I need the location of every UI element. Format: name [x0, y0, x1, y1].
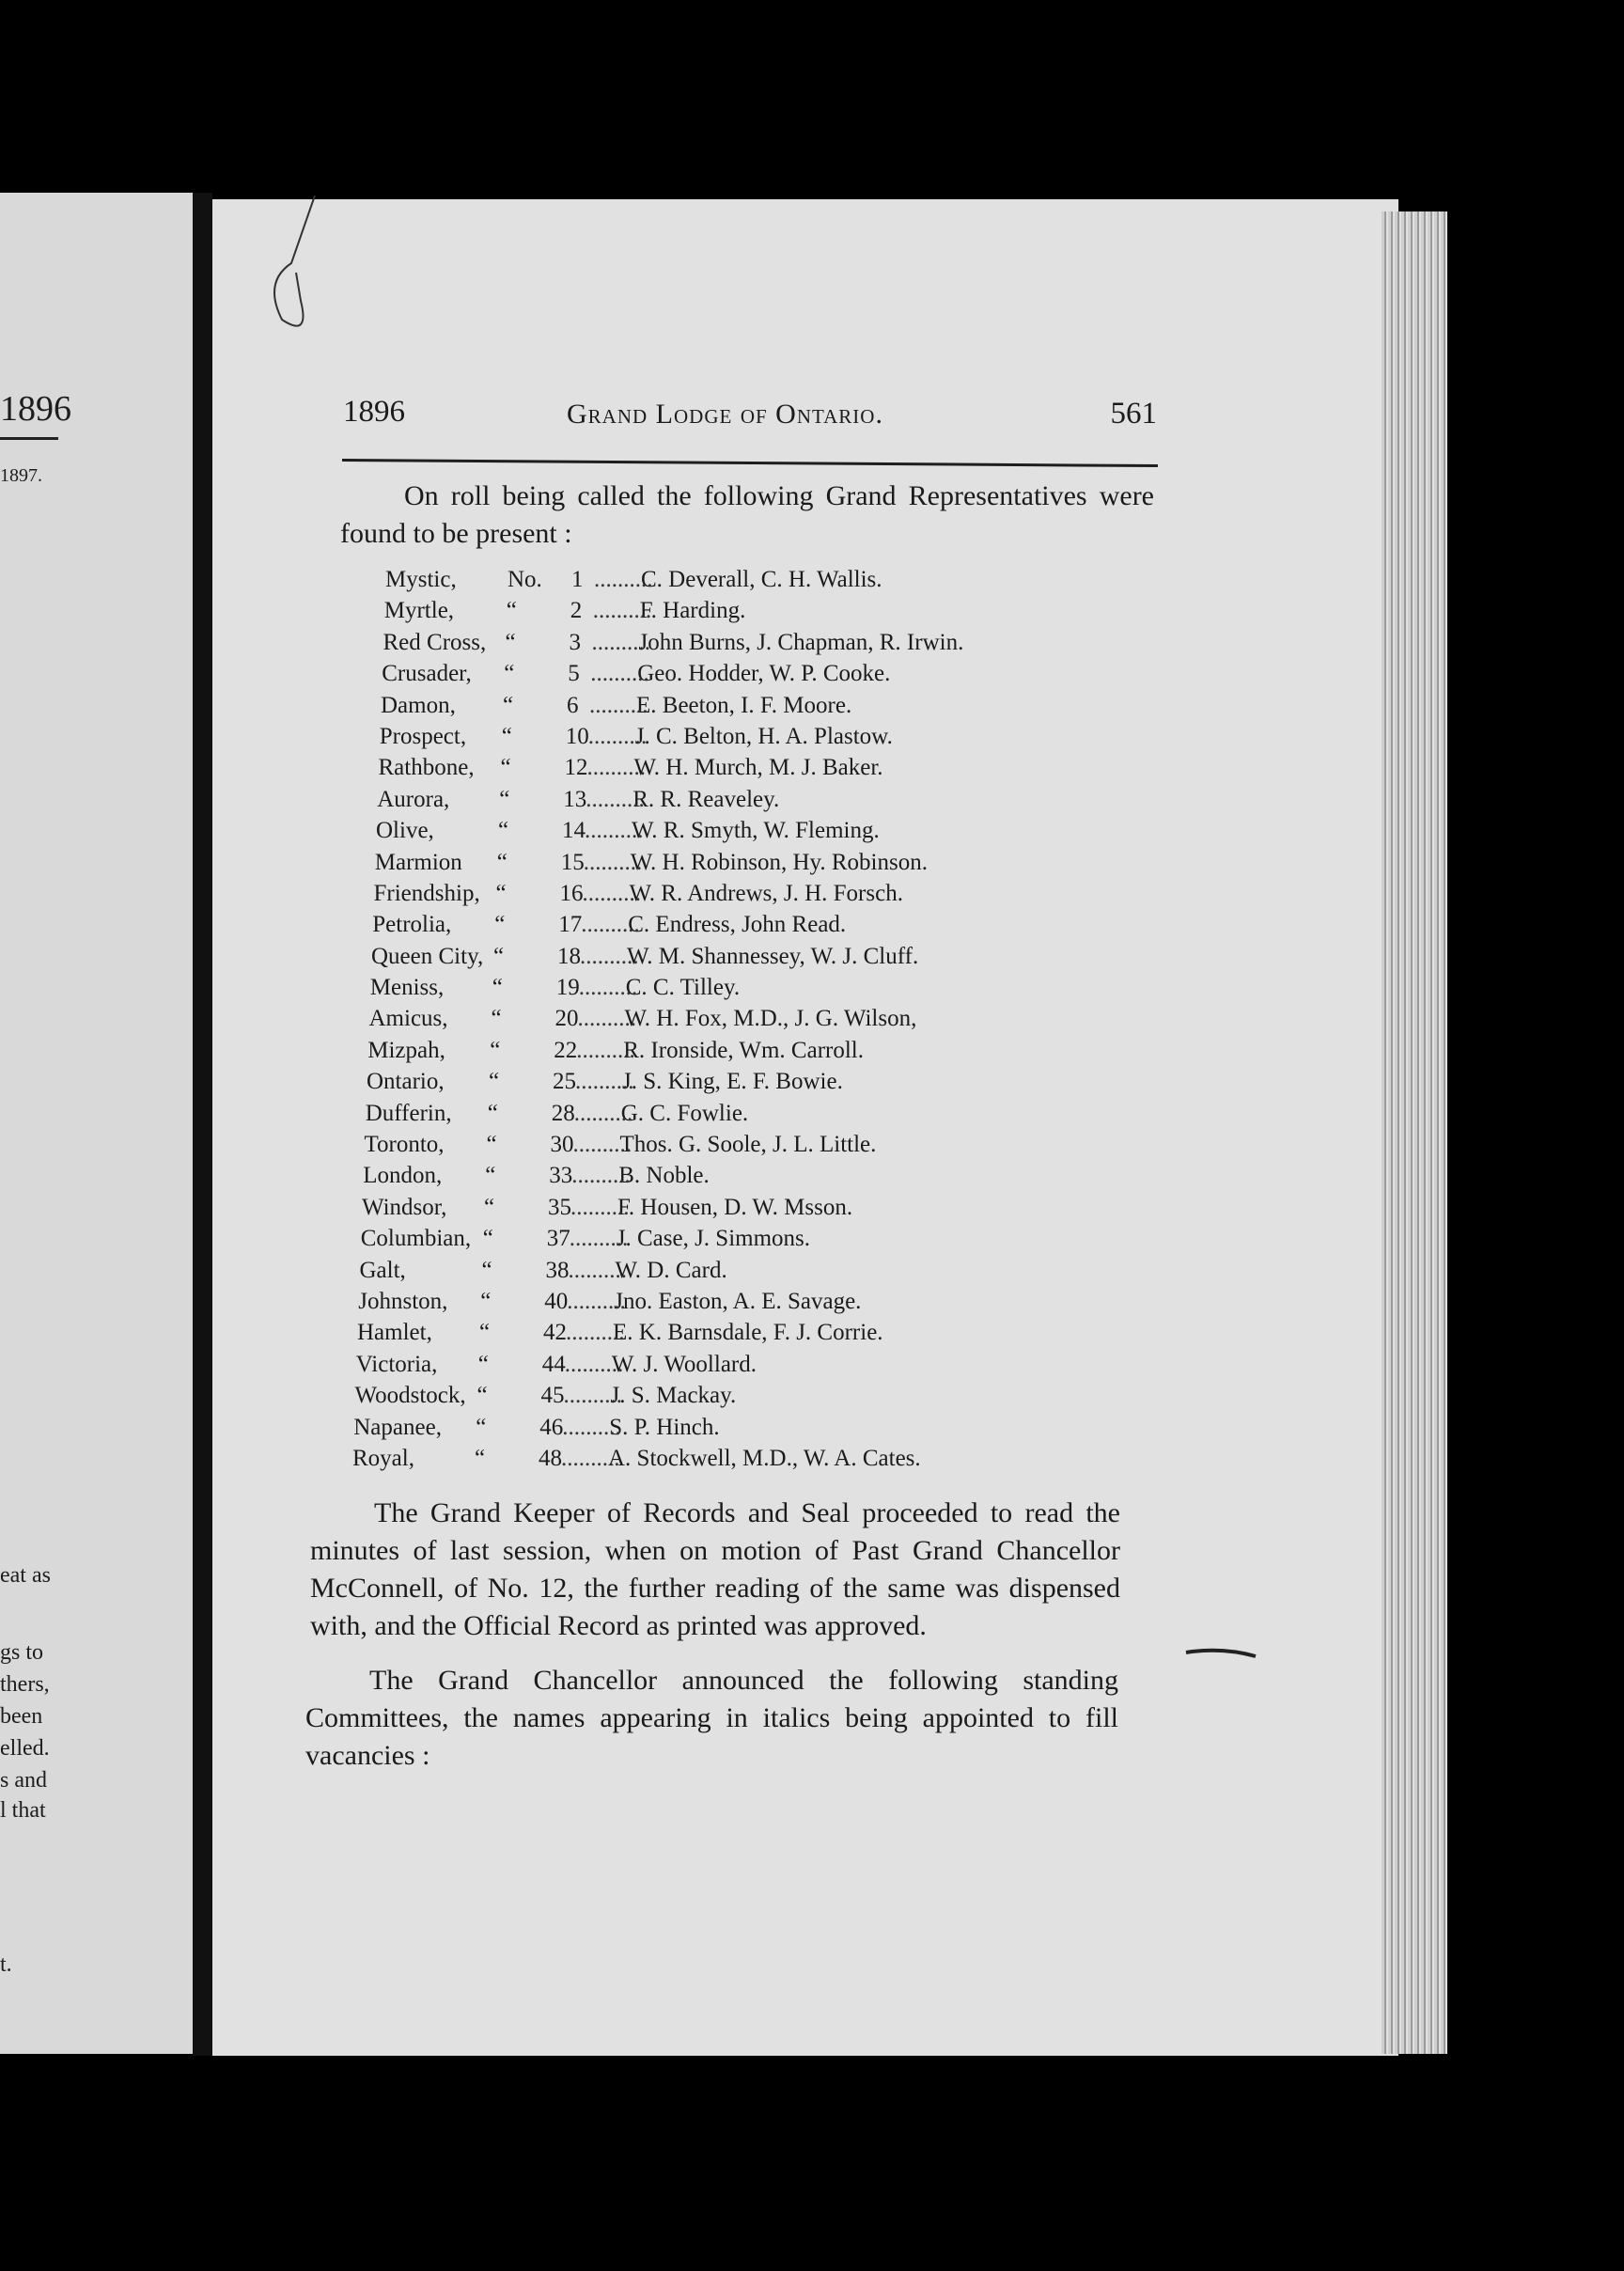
- roll-row: [357, 564, 1109, 595]
- lodge-number: 12: [564, 755, 588, 781]
- lodge-name: Windsor,: [362, 1194, 447, 1220]
- representatives: Thos. G. Soole, J. L. Little.: [619, 1132, 877, 1158]
- header-title: Grand Lodge of Ontario.: [567, 399, 883, 430]
- lodge-number: 17: [558, 912, 583, 938]
- representatives: E. Beeton, I. F. Moore.: [636, 692, 852, 718]
- lodge-no-label: “: [494, 912, 506, 938]
- roll-row: [336, 1129, 1088, 1160]
- lodge-name: Mizpah,: [367, 1037, 445, 1063]
- representatives: Jno. Easton, A. E. Savage.: [614, 1288, 862, 1314]
- lodge-name: Marmion: [374, 849, 462, 875]
- lodge-number: 37: [546, 1226, 570, 1252]
- roll-row: [327, 1380, 1079, 1411]
- lodge-name: Victoria,: [355, 1351, 438, 1377]
- lodge-no-label: “: [495, 880, 507, 906]
- running-header: [343, 395, 1157, 442]
- leader-dots: ..........: [576, 1037, 635, 1063]
- lodge-number: 28: [551, 1100, 575, 1126]
- leader-dots: ..........: [566, 1320, 625, 1346]
- lodge-no-label: “: [487, 1100, 498, 1126]
- lodge-no-label: “: [476, 1383, 488, 1409]
- page-number: 561: [1110, 397, 1157, 431]
- previous-page-rule: [0, 437, 58, 440]
- lodge-number: 46: [539, 1414, 564, 1440]
- leader-dots: ..........: [592, 598, 652, 624]
- representatives: J. S. Mackay.: [610, 1383, 737, 1409]
- lodge-number: 19: [555, 975, 580, 1001]
- lodge-name: Johnston,: [358, 1288, 448, 1314]
- lodge-number: 14: [562, 818, 586, 844]
- leader-dots: ..........: [567, 1288, 626, 1314]
- lodge-no-label: “: [505, 629, 516, 655]
- leader-dots: ..........: [578, 975, 638, 1001]
- representatives: W. R. Smyth, W. Fleming.: [632, 818, 880, 844]
- roll-row: [330, 1286, 1082, 1317]
- previous-page-fragment: s and: [0, 1768, 47, 1793]
- leader-dots: ..........: [561, 1445, 620, 1471]
- representatives: F. Harding.: [639, 598, 746, 624]
- representatives: A. Stockwell, M.D., W. A. Cates.: [608, 1445, 921, 1471]
- lodge-no-label: “: [500, 755, 511, 781]
- leader-dots: ..........: [563, 1383, 622, 1409]
- representatives: W. R. Andrews, J. H. Forsch.: [629, 880, 903, 906]
- roll-row: [334, 1192, 1085, 1223]
- lodge-no-label: “: [496, 849, 508, 875]
- representatives: W. D. Card.: [615, 1257, 727, 1283]
- representatives: E. K. Barnsdale, F. J. Corrie.: [613, 1320, 883, 1346]
- records-paragraph: The Grand Keeper of Records and Seal proceeded to read the minutes of last session, when on motion of Past Grand Chancellor McConnell, of No. 12, the further reading of the same was dispensed with, and the Official Record as printed was approved.: [310, 1497, 1120, 1641]
- lodge-name: Olive,: [376, 818, 434, 844]
- leader-dots: ..........: [580, 943, 639, 969]
- representatives: C. Endress, John Read.: [628, 912, 847, 938]
- pencil-scribble: [244, 188, 367, 376]
- roll-row: [333, 1223, 1085, 1254]
- lodge-name: Mystic,: [385, 567, 457, 592]
- roll-row: [325, 1412, 1077, 1443]
- lodge-no-label: “: [490, 1037, 501, 1063]
- lodge-name: Petrolia,: [372, 912, 452, 938]
- representatives: C. Deverall, C. H. Wallis.: [641, 567, 882, 592]
- lodge-number: 45: [540, 1383, 565, 1409]
- lodge-name: Columbian,: [360, 1226, 472, 1252]
- lodge-no-label: “: [499, 786, 510, 812]
- previous-page-fragment: gs to: [0, 1640, 44, 1665]
- lodge-name: London,: [363, 1163, 443, 1189]
- committees-paragraph: The Grand Chancellor announced the following standing Committees, the names appearing in italics being appointed to fill vacancies :: [305, 1665, 1118, 1771]
- representatives: F. Housen, D. W. Msson.: [617, 1194, 853, 1220]
- roll-row: [324, 1443, 1076, 1474]
- roll-row: [348, 815, 1100, 846]
- roll-row: [351, 721, 1103, 752]
- leader-dots: ..........: [581, 912, 640, 938]
- roll-row: [352, 690, 1104, 721]
- intro-paragraph: On roll being called the following Grand Representatives were found to be present :: [340, 480, 1154, 549]
- lodge-no-label: “: [485, 1163, 496, 1189]
- lodge-number: 30: [550, 1132, 574, 1158]
- roll-row: [344, 909, 1096, 940]
- previous-page-year: 1896: [0, 389, 71, 429]
- lodge-name: Damon,: [381, 692, 456, 718]
- leader-dots: ..........: [582, 880, 641, 906]
- lodge-no-label: “: [479, 1320, 491, 1346]
- representatives: S. P. Hinch.: [609, 1414, 720, 1440]
- representatives: J. C. Belton, H. A. Plastow.: [634, 723, 893, 749]
- lodge-no-label: “: [486, 1132, 497, 1158]
- roll-row: [332, 1255, 1084, 1286]
- lodge-no-label: “: [480, 1288, 492, 1314]
- roll-row: [349, 784, 1101, 815]
- lodge-no-label: “: [503, 692, 514, 718]
- lodge-number: 38: [545, 1257, 570, 1283]
- lodge-no-label: “: [482, 1226, 493, 1252]
- leader-dots: ..........: [586, 755, 646, 781]
- representatives: W. H. Murch, M. J. Baker.: [633, 755, 883, 781]
- lodge-number: 6: [567, 692, 579, 718]
- representatives: W. J. Woollard.: [611, 1351, 757, 1377]
- lodge-name: Napanee,: [353, 1414, 442, 1440]
- lodge-number: 13: [563, 786, 587, 812]
- representatives: G. C. Fowlie.: [620, 1100, 749, 1126]
- roll-row: [338, 1066, 1090, 1097]
- lodge-name: Aurora,: [377, 786, 450, 812]
- lodge-name: Red Cross,: [383, 629, 487, 655]
- lodge-no-label: “: [498, 818, 509, 844]
- lodge-name: Prospect,: [379, 723, 467, 749]
- roll-row: [346, 878, 1098, 909]
- lodge-name: Myrtle,: [383, 598, 455, 624]
- lodge-number: 3: [569, 629, 581, 655]
- lodge-number: 22: [554, 1037, 578, 1063]
- previous-page-small-text: 1897.: [0, 465, 42, 486]
- lodge-number: 42: [543, 1320, 567, 1346]
- roll-row: [342, 972, 1094, 1003]
- leader-dots: ..........: [570, 1194, 630, 1220]
- lodge-no-label: “: [489, 1069, 500, 1095]
- roll-call-list: [352, 564, 1109, 1474]
- page-edges: [1382, 211, 1447, 2054]
- lodge-no-label: “: [475, 1445, 486, 1471]
- roll-row: [339, 1035, 1091, 1066]
- lodge-number: 16: [559, 880, 584, 906]
- leader-dots: ..........: [562, 1414, 621, 1440]
- previous-page-fragment: thers,: [0, 1672, 50, 1697]
- lodge-no-label: “: [506, 598, 517, 624]
- lodge-no-label: “: [504, 661, 515, 687]
- roll-row: [337, 1098, 1089, 1129]
- roll-row: [353, 658, 1105, 689]
- previous-page-fragment: elled.: [0, 1736, 50, 1761]
- previous-page-fragment: eat as: [0, 1563, 51, 1588]
- representatives: Geo. Hodder, W. P. Cooke.: [637, 661, 891, 687]
- leader-dots: ..........: [587, 723, 648, 749]
- lodge-no-label: No.: [508, 567, 542, 592]
- lodge-number: 18: [557, 943, 581, 969]
- leader-dots: ..........: [577, 1006, 636, 1032]
- leader-dots: ..........: [572, 1132, 632, 1158]
- lodge-name: Rathbone,: [378, 755, 475, 781]
- representatives: W. H. Robinson, Hy. Robinson.: [630, 849, 928, 875]
- lodge-no-label: “: [492, 975, 503, 1001]
- roll-row: [328, 1349, 1080, 1380]
- representatives: J. S. King, E. F. Bowie.: [622, 1069, 843, 1095]
- representatives: John Burns, J. Chapman, R. Irwin.: [638, 629, 964, 655]
- lodge-name: Queen City,: [371, 943, 484, 969]
- leader-dots: ..........: [568, 1257, 627, 1283]
- lodge-no-label: “: [493, 943, 505, 969]
- lodge-number: 35: [548, 1194, 571, 1220]
- lodge-number: 10: [565, 723, 589, 749]
- lodge-no-label: “: [484, 1194, 495, 1220]
- leader-dots: ..........: [594, 567, 653, 592]
- lodge-number: 20: [554, 1006, 579, 1032]
- leader-dots: ..........: [590, 661, 649, 687]
- leader-dots: ..........: [585, 818, 644, 844]
- lodge-name: Ontario,: [367, 1069, 445, 1095]
- lodge-no-label: “: [477, 1351, 489, 1377]
- lodge-name: Toronto,: [364, 1132, 445, 1158]
- representatives: C. C. Tilley.: [625, 975, 741, 1001]
- leader-dots: ..........: [591, 629, 650, 655]
- lodge-name: Royal,: [352, 1445, 414, 1471]
- leader-dots: ..........: [571, 1163, 631, 1189]
- lodge-no-label: “: [476, 1414, 487, 1440]
- roll-row: [356, 595, 1108, 626]
- leader-dots: ..........: [573, 1100, 633, 1126]
- ink-mark: [1184, 1645, 1259, 1664]
- representatives: J. Case, J. Simmons.: [616, 1226, 811, 1252]
- leader-dots: ..........: [569, 1226, 629, 1252]
- lodge-number: 33: [549, 1163, 573, 1189]
- leader-dots: ..........: [575, 1069, 634, 1095]
- lodge-number: 2: [570, 598, 583, 624]
- roll-row: [329, 1317, 1081, 1348]
- roll-row: [335, 1160, 1086, 1191]
- lodge-number: 25: [553, 1069, 576, 1095]
- previous-page-fragment: l that: [0, 1798, 46, 1823]
- lodge-number: 48: [539, 1445, 562, 1471]
- roll-row: [355, 627, 1107, 658]
- lodge-number: 5: [568, 661, 580, 687]
- lodge-name: Woodstock,: [354, 1383, 466, 1409]
- roll-row: [343, 941, 1095, 972]
- lodge-name: Hamlet,: [357, 1320, 432, 1346]
- roll-row: [347, 847, 1099, 878]
- header-year: 1896: [343, 395, 405, 429]
- lodge-name: Amicus,: [368, 1006, 448, 1032]
- lodge-no-label: “: [491, 1006, 502, 1032]
- book-gutter: [193, 193, 212, 2056]
- representatives: R. R. Reaveley.: [632, 786, 780, 812]
- lodge-name: Meniss,: [369, 975, 445, 1001]
- representatives: B. Noble.: [618, 1163, 710, 1189]
- previous-page-edge: [0, 193, 193, 2054]
- leader-dots: ..........: [589, 692, 648, 718]
- roll-row: [351, 752, 1102, 783]
- lodge-name: Galt,: [359, 1257, 406, 1283]
- lodge-number: 44: [541, 1351, 566, 1377]
- lodge-name: Friendship,: [373, 880, 480, 906]
- representatives: R. Ironside, Wm. Carroll.: [623, 1037, 864, 1063]
- roll-row: [341, 1003, 1093, 1034]
- lodge-no-label: “: [481, 1257, 492, 1283]
- representatives: W. H. Fox, M.D., J. G. Wilson,: [624, 1006, 917, 1032]
- lodge-name: Crusader,: [382, 661, 472, 687]
- lodge-number: 1: [571, 567, 584, 592]
- previous-page-fragment: t.: [0, 1952, 12, 1977]
- leader-dots: ..........: [583, 849, 643, 875]
- lodge-no-label: “: [501, 723, 512, 749]
- leader-dots: ..........: [586, 786, 645, 812]
- representatives: W. M. Shannessey, W. J. Cluff.: [627, 943, 919, 969]
- lodge-number: 40: [544, 1288, 569, 1314]
- leader-dots: ..........: [564, 1351, 624, 1377]
- previous-page-fragment: been: [0, 1704, 43, 1729]
- lodge-name: Dufferin,: [365, 1100, 452, 1126]
- lodge-number: 15: [560, 849, 585, 875]
